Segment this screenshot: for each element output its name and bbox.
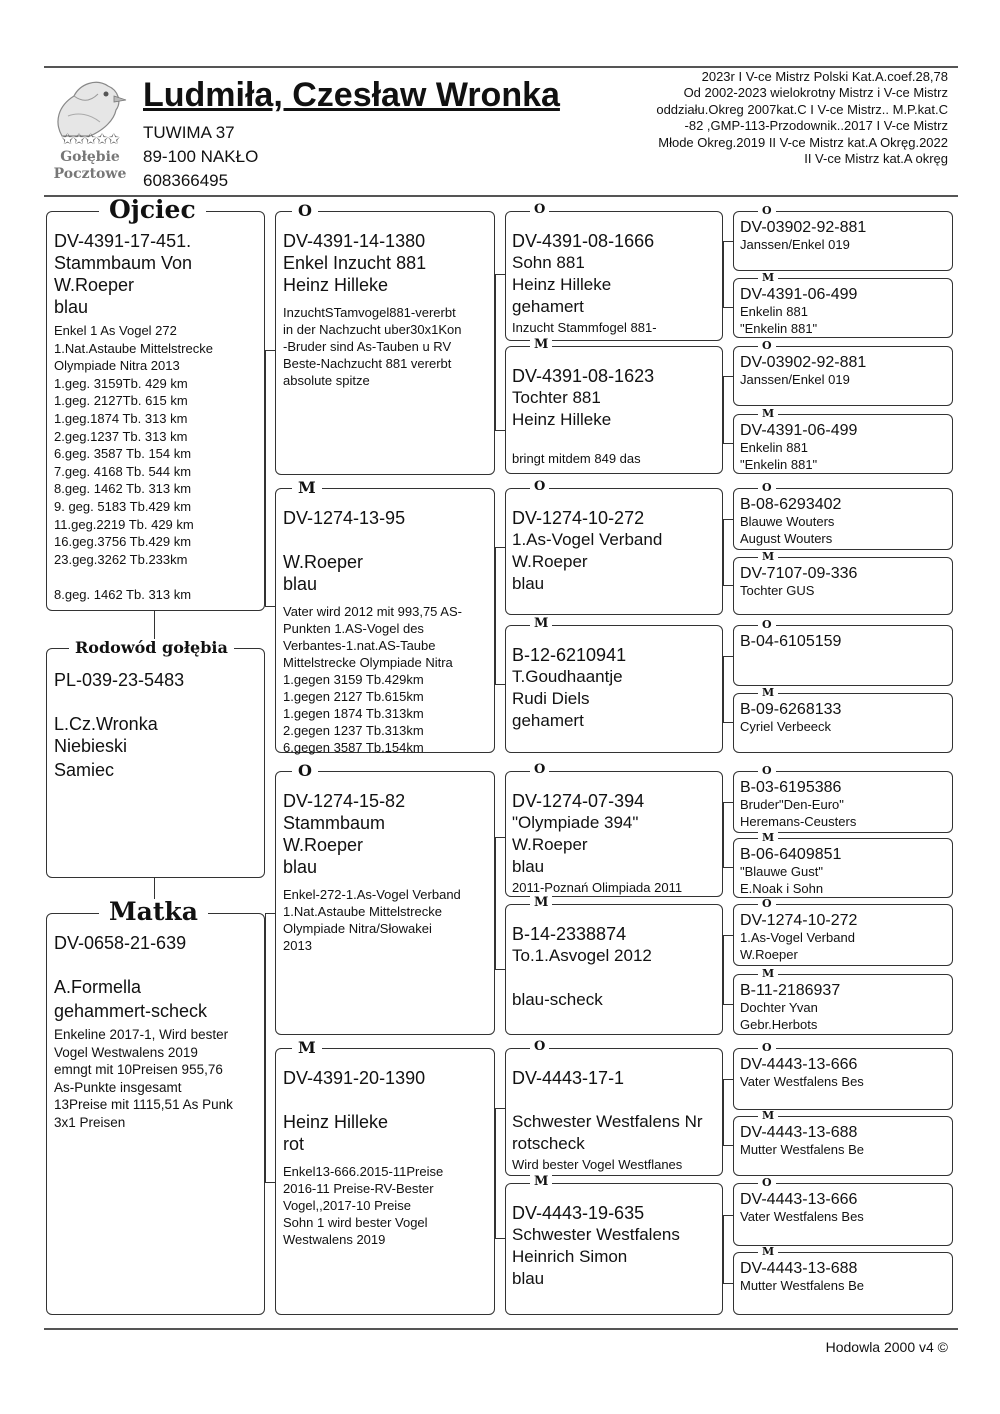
note-line: InzuchtSTamvogel881-vererbt	[283, 305, 456, 320]
father-label: Ojciec	[99, 197, 206, 223]
info-line: Rudi Diels	[512, 689, 590, 708]
note-line: 7.geg. 4168 Tb. 544 km	[54, 463, 192, 479]
connector	[723, 1079, 733, 1146]
sex-tag: O	[530, 480, 549, 494]
subject-box	[46, 638, 265, 878]
note-line: Enkelin 881	[740, 304, 808, 319]
info-line: blau	[283, 857, 318, 877]
ring-number: B-11-2186937	[740, 982, 841, 999]
note-line: Vater wird 2012 mit 993,75 AS-	[283, 604, 462, 619]
info-line: "Olympiade 394"	[512, 813, 639, 832]
info-line: Heinrich Simon	[512, 1247, 628, 1266]
father-ring: DV-4391-17-451.	[54, 231, 192, 251]
great-grandparent-box	[505, 762, 723, 897]
footer-rule	[44, 1328, 958, 1330]
note-line: Gebr.Herbots	[740, 1017, 818, 1032]
note-line: 11.geg.2219 Tb. 429 km	[54, 516, 194, 532]
ring-number: DV-4391-14-1380	[283, 231, 426, 251]
note-line: E.Noak i Sohn	[740, 881, 824, 896]
note-line: 1.Nat.Astaube Mittelstrecke	[283, 904, 442, 919]
connector	[723, 656, 733, 723]
note-line: 1.geg. 3159Tb. 429 km	[54, 375, 188, 391]
note-line: Heremans-Ceusters	[740, 814, 857, 829]
note-line: Olympiade Nitra/Słowakei	[283, 921, 432, 936]
info-line: Tochter 881	[512, 388, 601, 407]
info-line: Schwester Westfalens Nr	[512, 1112, 703, 1131]
ring-number: DV-4443-13-688	[740, 1260, 858, 1277]
info-line: blau	[512, 857, 545, 876]
sex-tag: O	[292, 762, 318, 779]
note-line: 8.geg. 1462 Tb. 313 km	[54, 481, 192, 497]
connector	[495, 837, 505, 970]
info-line: Sohn 881	[512, 253, 585, 272]
connector	[495, 274, 505, 431]
note-line: Enkelin 881	[740, 440, 808, 455]
connector	[723, 935, 733, 1005]
sex-tag: O	[292, 202, 318, 219]
achievements	[656, 69, 948, 167]
great-grandparent-box	[505, 1174, 723, 1315]
sex-tag: O	[758, 765, 776, 777]
info-line: W.Roeper	[283, 835, 364, 855]
note-line: Inzucht Stammfogel 881-	[512, 320, 657, 335]
sex-tag: M	[292, 479, 322, 496]
connector	[723, 519, 733, 586]
breeder-address2: 89-100 NAKŁO	[143, 147, 259, 166]
great-grandparent-box	[505, 337, 723, 474]
note-line: 6.geg. 3587 Tb. 154 km	[54, 446, 192, 462]
note-line: Vogel,,2017-10 Preise	[283, 1198, 411, 1213]
ancestor-box	[733, 764, 953, 833]
ring-number: B-09-6268133	[740, 701, 842, 718]
note-line: W.Roeper	[740, 947, 798, 962]
connector	[723, 241, 733, 308]
connector	[723, 802, 733, 868]
breeder-phone: 608366495	[143, 171, 229, 190]
info-line: blau-scheck	[512, 990, 603, 1009]
sex-tag: M	[530, 1175, 552, 1189]
ring-number: DV-4391-08-1666	[512, 231, 655, 251]
ancestor-box	[733, 271, 953, 338]
note-line: "Enkelin 881"	[740, 321, 818, 336]
ancestor-box	[733, 686, 953, 753]
info-line: Enkel Inzucht 881	[283, 253, 427, 273]
note-line: 2016-11 Preise-RV-Bester	[283, 1181, 434, 1196]
ring-number: DV-1274-07-394	[512, 791, 645, 811]
info-line: 1.As-Vogel Verband	[512, 530, 663, 549]
info-line: Heinz Hilleke	[512, 275, 612, 294]
note-line: Cyriel Verbeeck	[740, 719, 832, 734]
note-line: absolute spitze	[283, 373, 370, 388]
notes	[283, 886, 461, 954]
sex-tag: M	[292, 1039, 322, 1056]
note-line: Vogel Westwalens 2019	[54, 1044, 198, 1060]
info-line: W.Roeper	[512, 835, 588, 854]
subject-owner: L.Cz.Wronka	[54, 714, 158, 734]
sex-tag: O	[758, 619, 776, 631]
ancestor-box	[733, 550, 953, 615]
sex-tag: M	[758, 968, 778, 980]
info-line: W.Roeper	[283, 552, 364, 572]
ring-number: B-08-6293402	[740, 496, 842, 513]
note-line: in der Nachzucht uber30x1Kon	[283, 322, 462, 337]
notes	[283, 304, 462, 389]
achievement-line: II V-ce Mistrz kat.A okręg	[804, 151, 948, 167]
great-grandparent-box	[505, 202, 723, 341]
sex-tag: O	[758, 205, 776, 217]
note-line: "Enkelin 881"	[740, 457, 818, 472]
connector	[723, 376, 733, 444]
grandparent-box	[275, 761, 495, 1035]
note-line: Mutter Westfalens Be	[740, 1142, 865, 1157]
info-line: W.Roeper	[512, 552, 588, 571]
ring-number: DV-4443-13-688	[740, 1124, 858, 1141]
sex-tag: O	[758, 340, 776, 352]
ring-number: DV-1274-10-272	[740, 912, 858, 929]
sex-tag: M	[530, 338, 552, 352]
note-line: 3x1 Preisen	[54, 1114, 126, 1130]
ancestor-box	[733, 339, 953, 406]
note-line	[54, 568, 213, 586]
info-line: Stammbaum	[283, 813, 386, 833]
ring-number: DV-4443-13-666	[740, 1191, 858, 1208]
info-line: blau	[512, 574, 545, 593]
sex-tag: M	[758, 1246, 778, 1258]
connector-father-parents	[265, 350, 275, 607]
logo-text-line2: Pocztowe	[53, 166, 127, 182]
note-line: Enkel13-666.2015-11Preise	[283, 1164, 444, 1179]
note-line: Blauwe Wouters	[740, 514, 835, 529]
note-line: 23.geg.3262 Tb.233km	[54, 551, 188, 567]
father-notes	[54, 322, 213, 604]
top-rule	[44, 66, 958, 68]
ancestor-box	[733, 1041, 953, 1110]
note-line: Verbantes-1.nat.AS-Taube	[283, 638, 436, 653]
connector	[723, 1215, 733, 1284]
ring-number: DV-1274-13-95	[283, 508, 406, 528]
subject-sex: Samiec	[54, 760, 115, 780]
note-line: 2013	[283, 938, 312, 953]
sex-tag: M	[758, 272, 778, 284]
note-line: As-Punkte insgesamt	[54, 1079, 182, 1095]
grandparent-box	[275, 201, 495, 475]
ancestor-box	[733, 204, 953, 271]
note-line: Punkten 1.AS-Vogel des	[283, 621, 424, 636]
info-line: rot	[283, 1134, 305, 1154]
note-line: Mutter Westfalens Be	[740, 1278, 865, 1293]
ancestor-box	[733, 1245, 953, 1315]
note-line: 16.geg.3756 Tb.429 km	[54, 534, 192, 550]
ancestor-box	[733, 831, 953, 898]
note-line: Mittelstrecke Olympiade Nitra	[283, 655, 453, 670]
father-line: W.Roeper	[54, 275, 135, 295]
ring-number: B-03-6195386	[740, 779, 842, 796]
ring-number: B-12-6210941	[512, 645, 627, 665]
note-line: Tochter GUS	[740, 583, 815, 598]
info-line: Heinz Hilleke	[283, 1112, 389, 1132]
sex-tag: O	[530, 1040, 549, 1054]
ring-number: DV-03902-92-881	[740, 219, 867, 236]
achievement-line: Od 2002-2023 wielokrotny Mistrz i V-ce Mistrz	[683, 85, 948, 101]
ring-number: DV-4391-08-1623	[512, 366, 655, 386]
info-line: rotscheck	[512, 1134, 585, 1153]
note-line: 1.As-Vogel Verband	[740, 930, 855, 945]
note-line: emngt mit 10Preisen 955,76	[54, 1062, 223, 1078]
ring-number: B-04-6105159	[740, 633, 842, 650]
note-line: 1.gegen 2127 Tb.615km	[283, 689, 424, 704]
ring-number: DV-4391-20-1390	[283, 1068, 426, 1088]
great-grandparent-box	[505, 479, 723, 615]
info-line: Heinz Hilleke	[283, 275, 389, 295]
note-line: 1.gegen 3159 Tb.429km	[283, 672, 424, 687]
info-line: T.Goudhaantje	[512, 667, 623, 686]
achievement-line: -82 ,GMP-113-Przodownik..2017 I V-ce Mistrz	[684, 118, 948, 134]
ring-number: DV-4443-19-635	[512, 1203, 645, 1223]
note-line: 6.gegen 3587 Tb.154km	[283, 740, 424, 755]
info-line: gehamert	[512, 297, 584, 316]
mother-notes	[54, 1026, 233, 1132]
mother-line: gehammert-scheck	[54, 1001, 208, 1021]
note-line: 8.geg. 1462 Tb. 313 km	[54, 586, 192, 602]
ancestor-box	[733, 618, 953, 686]
achievement-line: oddziału.Okreg 2007kat.C I V-ce Mistrz.. M.P.kat.C	[656, 101, 948, 117]
ancestor-box	[733, 967, 953, 1035]
breeder-address1: TUWIMA 37	[143, 123, 235, 142]
great-grandparent-box	[505, 1039, 723, 1176]
info-line: To.1.Asvogel 2012	[512, 946, 652, 965]
breeder-name: Ludmiła, Czesław Wronka	[143, 76, 560, 114]
sex-tag: O	[758, 1042, 776, 1054]
sex-tag: M	[758, 687, 778, 699]
connector	[495, 1108, 505, 1239]
note-line: Dochter Yvan	[740, 1000, 818, 1015]
father-line: Stammbaum Von	[54, 253, 193, 273]
sex-tag: O	[530, 763, 549, 777]
note-line: 1.geg. 2127Tb. 615 km	[54, 393, 188, 409]
subject-color: Niebieski	[54, 736, 128, 756]
note-line: August Wouters	[740, 531, 833, 546]
note-line: Janssen/Enkel 019	[740, 237, 850, 252]
note-line: bringt mitdem 849 das	[512, 451, 641, 466]
subject-label: Rodowód gołębia	[69, 639, 234, 656]
ring-number: DV-4391-06-499	[740, 422, 858, 439]
sex-tag: O	[758, 1177, 776, 1189]
logo-stars: ✩✩✩✩✩	[61, 131, 119, 148]
subject-ring: PL-039-23-5483	[54, 670, 185, 690]
ring-number: DV-1274-15-82	[283, 791, 406, 811]
note-line: 1.gegen 1874 Tb.313km	[283, 706, 424, 721]
note-line: Olympiade Nitra 2013	[54, 358, 180, 374]
note-line: 2011-Poznań Olimpiada 2011	[512, 880, 683, 895]
connector-mother-parents	[265, 913, 275, 1183]
ancestor-box	[733, 481, 953, 550]
grandparent-box	[275, 1038, 495, 1315]
note-line: Vater Westfalens Bes	[740, 1074, 864, 1089]
info-line: Heinz Hilleke	[512, 410, 612, 429]
note-line: Enkeline 2017-1, Wird bester	[54, 1027, 229, 1042]
logo	[44, 72, 136, 187]
note-line: Enkel 1 As Vogel 272	[54, 323, 177, 338]
ancestor-box	[733, 897, 953, 966]
mother-label: Matka	[99, 899, 208, 925]
ring-number: B-14-2338874	[512, 924, 627, 944]
note-line: Sohn 1 wird bester Vogel	[283, 1215, 428, 1230]
ring-number: B-06-6409851	[740, 846, 842, 863]
sex-tag: M	[530, 896, 552, 910]
note-line: Westwalens 2019	[283, 1232, 386, 1247]
ring-number: DV-4443-13-666	[740, 1056, 858, 1073]
notes	[283, 603, 462, 756]
sex-tag: M	[758, 832, 778, 844]
note-line: 2.geg.1237 Tb. 313 km	[54, 428, 188, 444]
info-line: blau	[283, 574, 318, 594]
info-line: Schwester Westfalens	[512, 1225, 680, 1244]
note-line: -Bruder sind As-Tauben u RV	[283, 339, 452, 354]
note-line: 1.Nat.Astaube Mittelstrecke	[54, 340, 213, 356]
note-line: Beste-Nachzucht 881 vererbt	[283, 356, 452, 371]
mother-ring: DV-0658-21-639	[54, 933, 187, 953]
achievement-line: Młode Okreg.2019 II V-ce Mistrz kat.A Okręg.2022	[658, 134, 948, 150]
mother-line: A.Formella	[54, 977, 142, 997]
ring-number: DV-4443-17-1	[512, 1068, 625, 1088]
mother-box	[46, 897, 265, 1315]
note-line: 1.geg.1874 Tb. 313 km	[54, 410, 188, 426]
sex-tag: M	[758, 408, 778, 420]
info-line: gehamert	[512, 711, 584, 730]
ancestor-box	[733, 1176, 953, 1246]
ring-number: DV-03902-92-881	[740, 354, 867, 371]
note-line: "Blauwe Gust"	[740, 864, 823, 879]
ancestor-box	[733, 1109, 953, 1176]
great-grandparent-box	[505, 616, 723, 753]
sex-tag: O	[758, 898, 776, 910]
sex-tag: M	[530, 617, 552, 631]
connector	[495, 547, 505, 685]
father-line: blau	[54, 297, 89, 317]
note-line: 9. geg. 5183 Tb.429 km	[54, 498, 192, 514]
info-line: blau	[512, 1269, 545, 1288]
achievement-line: 2023r I V-ce Mistrz Polski Kat.A.coef.28,78	[701, 69, 948, 84]
note-line: Bruder"Den-Euro"	[740, 797, 844, 812]
ring-number: DV-7107-09-336	[740, 565, 858, 582]
grandparent-box	[275, 478, 495, 755]
sex-tag: M	[758, 551, 778, 563]
note-line: Vater Westfalens Bes	[740, 1209, 864, 1224]
ring-number: DV-1274-10-272	[512, 508, 645, 528]
footer-credit: Hodowla 2000 v4 ©	[825, 1339, 948, 1355]
ring-number: DV-4391-06-499	[740, 286, 858, 303]
note-line: Enkel-272-1.As-Vogel Verband	[283, 887, 461, 902]
note-line: Wird bester Vogel Westflanes	[512, 1157, 683, 1172]
great-grandparent-box	[505, 895, 723, 1035]
notes	[283, 1163, 443, 1248]
logo-text-line1: Gołębie	[60, 149, 120, 165]
note-line: 2.gegen 1237 Tb.313km	[283, 723, 424, 738]
sex-tag: M	[758, 1110, 778, 1122]
note-line: Janssen/Enkel 019	[740, 372, 850, 387]
note-line: 13Preise mit 1115,51 As Punk	[54, 1097, 233, 1113]
sex-tag: O	[530, 203, 549, 217]
sex-tag: O	[758, 482, 776, 494]
ancestor-box	[733, 407, 953, 474]
father-box	[46, 195, 265, 611]
